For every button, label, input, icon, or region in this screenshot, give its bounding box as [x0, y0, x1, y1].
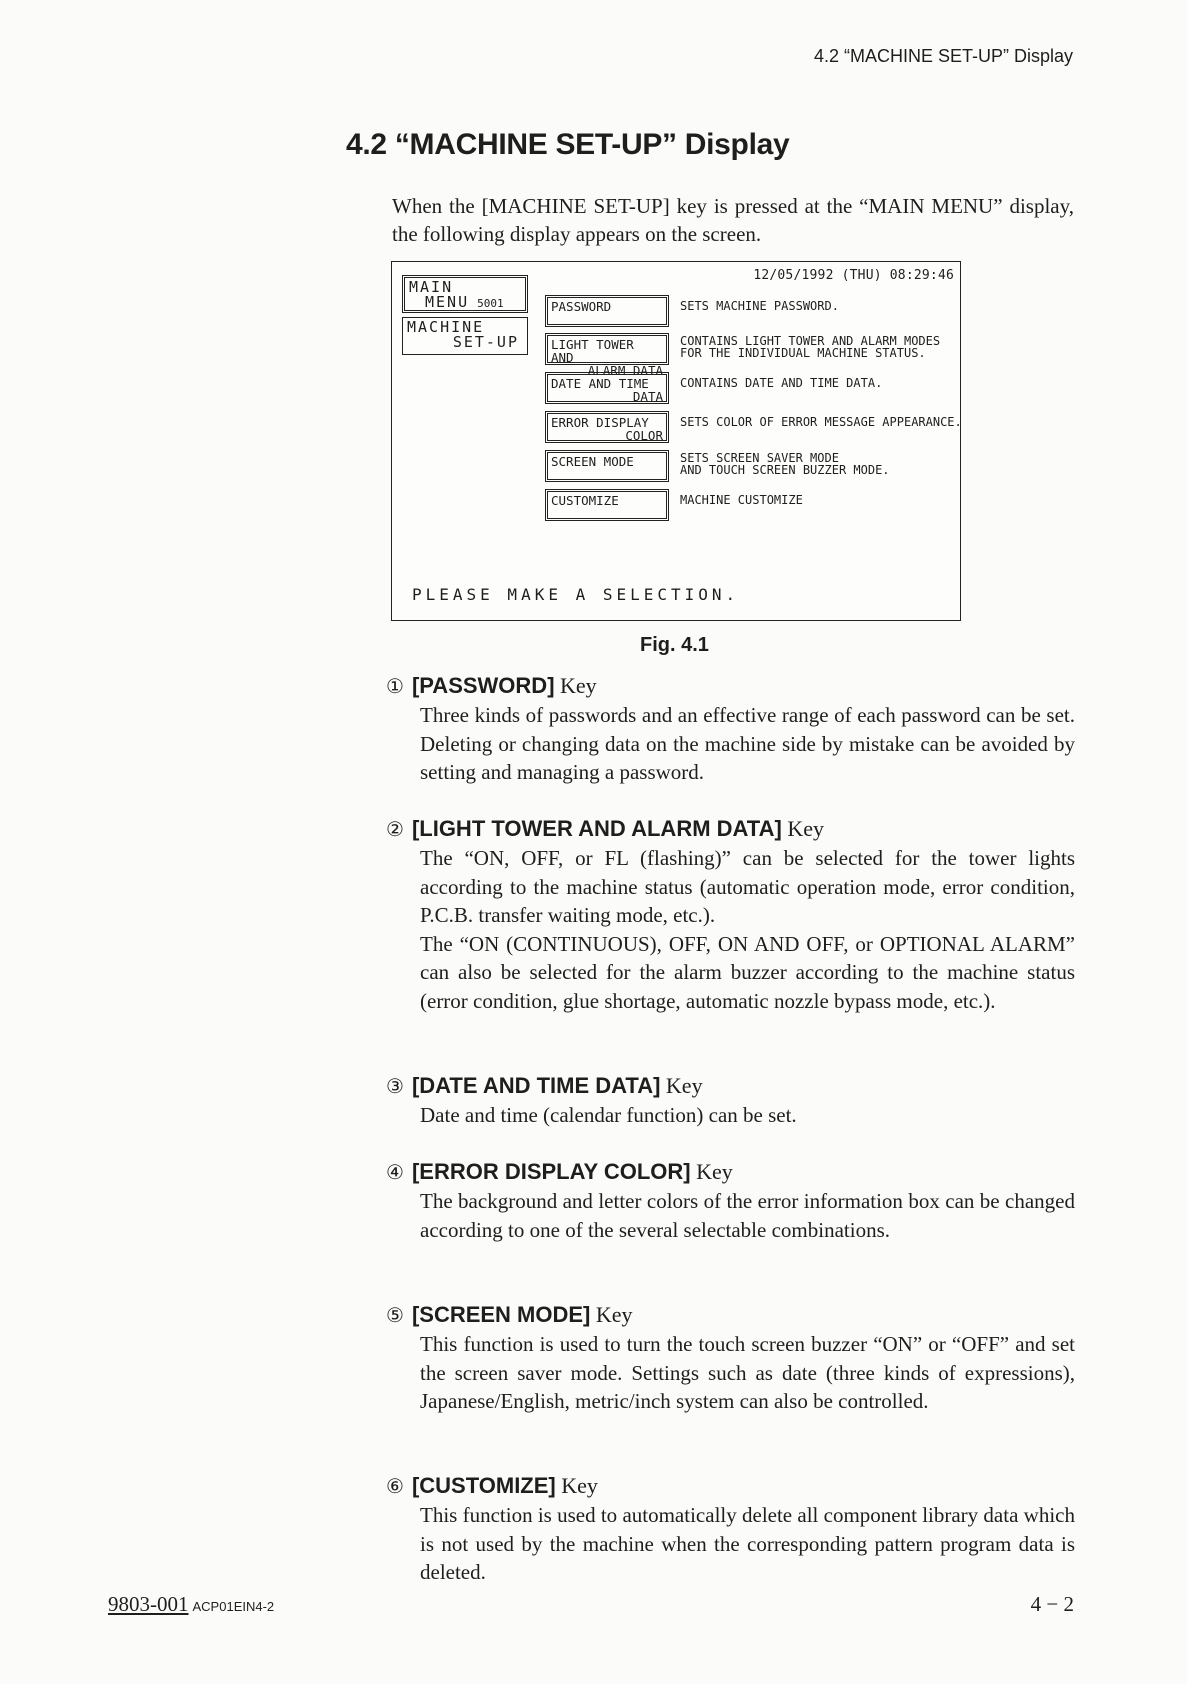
key-description: The “ON (CONTINUOUS), OFF, ON AND OFF, or OPTIONAL ALARM” can also be selected for the alarm buzzer according to the machine status (error condition, glue shortage, automatic nozzle bypass mode, etc.). — [420, 931, 1075, 1013]
item-number: ① — [386, 676, 404, 698]
item-number: ⑥ — [386, 1476, 404, 1498]
key-name: [ERROR DISPLAY COLOR] — [411, 1159, 691, 1184]
password-description: SETS MACHINE PASSWORD. — [680, 299, 839, 313]
date-time-description: CONTAINS DATE AND TIME DATA. — [680, 376, 883, 390]
light-tower-key-sublabel: ALARM DATA — [587, 363, 663, 378]
date-time-key-sublabel: DATA — [632, 389, 663, 404]
key-description: The background and letter colors of the error information box can be changed according to one of the several selectable combinations. — [420, 1189, 1075, 1242]
screen-mode-key[interactable] — [545, 450, 669, 482]
date-time-key-label: DATE AND TIME — [551, 376, 649, 391]
main-menu-button[interactable] — [402, 275, 528, 313]
key-name: [SCREEN MODE] — [411, 1302, 591, 1327]
key-name: [PASSWORD] — [411, 673, 555, 698]
key-item-date-time — [386, 1072, 1075, 1130]
key-description: Three kinds of passwords and an effective range of each password can be set. Deleting or changing data on the machine side by mistake can be avoided by setting and managing a password. — [420, 703, 1075, 784]
key-item-password — [386, 672, 1075, 787]
item-number: ⑤ — [386, 1305, 404, 1327]
machine-setup-button[interactable] — [402, 317, 528, 355]
password-key[interactable] — [545, 295, 669, 327]
key-item-light-tower — [386, 815, 1075, 1015]
error-display-key-label: ERROR DISPLAY — [551, 415, 649, 430]
intro-paragraph: When the [MACHINE SET-UP] key is pressed at the “MAIN MENU” display, the following display appears on the screen. — [392, 194, 1074, 246]
key-suffix: Key — [665, 1073, 703, 1098]
key-suffix: Key — [595, 1302, 633, 1327]
key-suffix: Key — [696, 1159, 733, 1184]
error-display-description: SETS COLOR OF ERROR MESSAGE APPEARANCE. — [680, 415, 962, 429]
section-title: 4.2 “MACHINE SET-UP” Display — [346, 128, 790, 161]
screen-datetime: 12/05/1992 (THU) 08:29:46 — [753, 268, 954, 283]
document-code — [108, 1592, 274, 1617]
date-time-key[interactable] — [545, 372, 669, 404]
light-tower-description: CONTAINS LIGHT TOWER AND ALARM MODES FOR THE INDIVIDUAL MACHINE STATUS. — [680, 334, 941, 360]
screen-code: 5001 — [477, 297, 504, 310]
key-suffix: Key — [561, 1473, 598, 1498]
machine-setup-label-1: MACHINE — [407, 318, 485, 336]
key-description: Date and time (calendar function) can be set. — [420, 1103, 797, 1127]
error-display-color-key[interactable] — [545, 411, 669, 443]
item-number: ② — [386, 819, 404, 841]
customize-description: MACHINE CUSTOMIZE — [680, 493, 803, 507]
key-description: This function is used to automatically delete all component library data which is not used by the machine when the corresponding pattern program data is deleted. — [420, 1503, 1075, 1584]
machine-setup-label-2: SET-UP — [452, 333, 519, 351]
document-code-main: 9803-001 — [108, 1592, 189, 1616]
key-item-customize — [386, 1472, 1075, 1587]
screen-mode-key-label: SCREEN MODE — [551, 454, 634, 469]
screen-mode-description: SETS SCREEN SAVER MODE AND TOUCH SCREEN BUZZER MODE. — [680, 451, 890, 477]
error-display-key-sublabel: COLOR — [625, 428, 663, 443]
customize-key[interactable] — [545, 489, 669, 521]
key-description: This function is used to turn the touch screen buzzer “ON” or “OFF” and set the screen saver mode. Settings such as date (three kinds of expressions), Japanese/English, metric/inch system can also be controlled. — [420, 1332, 1075, 1413]
light-tower-key-label: LIGHT TOWER AND — [551, 337, 634, 365]
page-number: 4 − 2 — [1030, 1592, 1074, 1616]
machine-setup-screen — [391, 261, 961, 621]
key-name: [CUSTOMIZE] — [411, 1473, 556, 1498]
item-number: ③ — [386, 1076, 404, 1098]
main-menu-label-2 — [409, 295, 521, 311]
key-name: [DATE AND TIME DATA] — [411, 1073, 661, 1098]
key-description: The “ON, OFF, or FL (flashing)” can be selected for the tower lights according to the machine status (automatic operation mode, error condition, P.C.B. transfer waiting mode, etc.). — [420, 846, 1075, 927]
main-menu-label-1: MAIN — [409, 278, 454, 296]
key-name: [LIGHT TOWER AND ALARM DATA] — [411, 816, 782, 841]
item-number: ④ — [386, 1162, 404, 1184]
password-key-label: PASSWORD — [551, 299, 612, 314]
figure-caption: Fig. 4.1 — [640, 634, 709, 656]
main-menu-label-2-text: MENU — [425, 293, 470, 311]
light-tower-alarm-key[interactable] — [545, 333, 669, 378]
selection-prompt: PLEASE MAKE A SELECTION. — [412, 585, 740, 604]
key-item-error-display — [386, 1158, 1075, 1244]
document-code-sub: ACP01EIN4-2 — [192, 1599, 275, 1614]
key-suffix: Key — [787, 816, 824, 841]
running-header: 4.2 “MACHINE SET-UP” Display — [813, 46, 1073, 66]
key-suffix: Key — [560, 673, 597, 698]
customize-key-label: CUSTOMIZE — [551, 493, 619, 508]
key-item-screen-mode — [386, 1301, 1075, 1416]
